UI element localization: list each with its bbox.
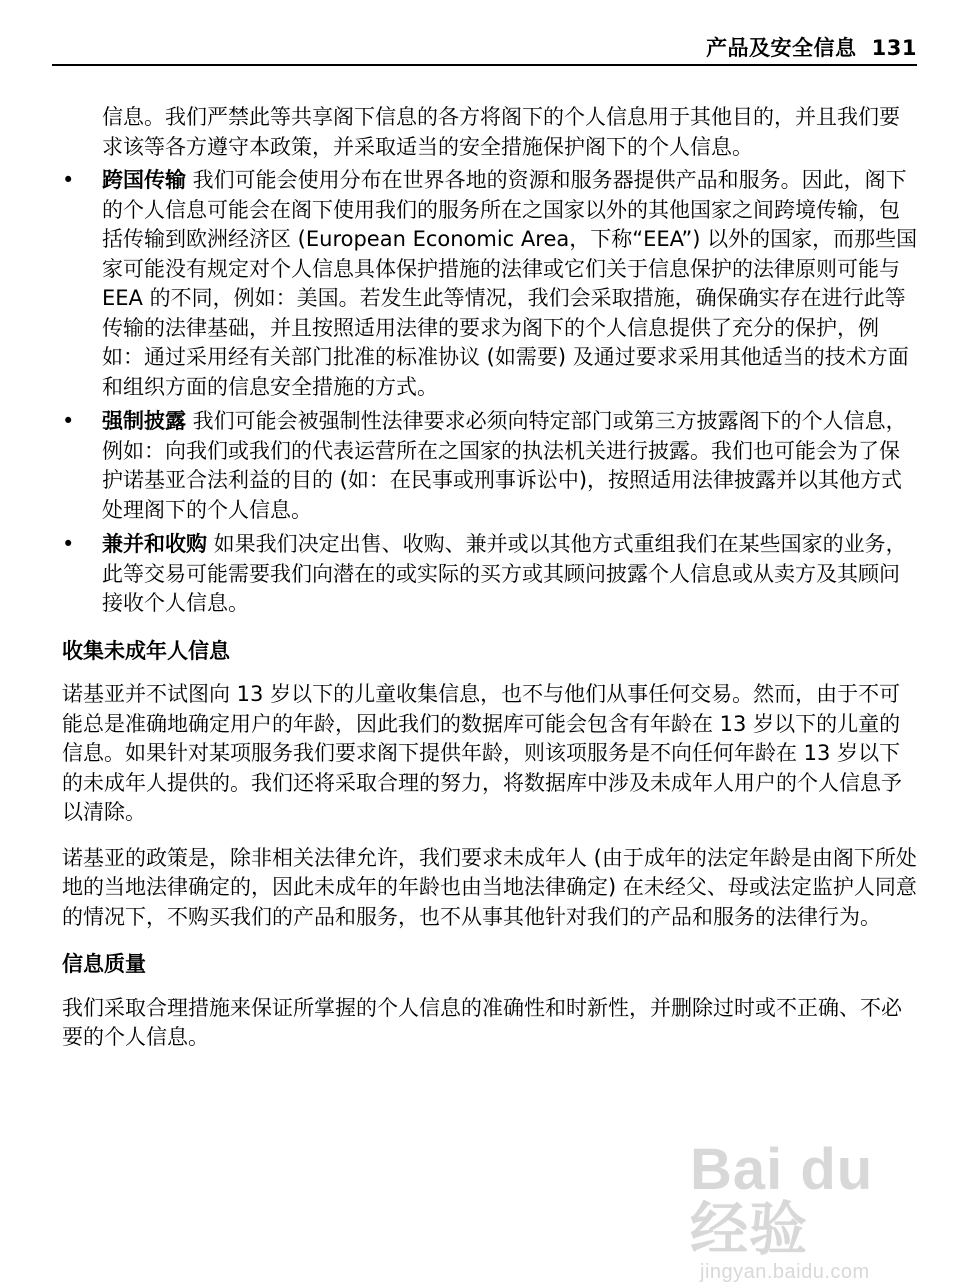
baidu-watermark xyxy=(690,1137,930,1283)
bullet-text: 如果我们决定出售、收购、兼并或以其他方式重组我们在某些国家的业务，此等交易可能需要我们向潜在的或实际的买方或其顾问披露个人信息或从卖方及其顾问接收个人信息。 xyxy=(102,532,907,615)
bullet-term: 跨国传输 xyxy=(102,168,186,192)
watermark-logo: Bai du 经验 xyxy=(690,1137,874,1262)
bullet-marker: • xyxy=(62,532,75,556)
bullet-term: 强制披露 xyxy=(102,409,186,433)
bullet-item-cross-border-transfer xyxy=(62,166,920,402)
bullet-text: 我们可能会使用分布在世界各地的资源和服务器提供产品和服务。因此，阁下的个人信息可能会在阁下使用我们的服务所在之国家以外的其他国家之间跨境传输，包括传输到欧洲经济区 (European Economic Area，下称“EEA”) 以外的国家，而那些国家可能没有规定对个人信息具体保护措施的法律或它们关于信息保护的法律原则可能与 EEA 的不同，例如：美国。若发生此等情况，我们会采取措施，确保确实存在进行此等传输的法律基础，并且按照适用法律的要求为阁下的个人信息提供了充分的保护，例如：通过采用经有关部门批准的标准协议 (如需要) 及通过要求采用其他适当的技术方面和组织方面的信息安全措施的方式。 xyxy=(102,168,918,399)
bullet-marker: • xyxy=(62,409,75,433)
bullet-list xyxy=(62,166,920,619)
section-heading-information-quality: 信息质量 xyxy=(62,952,146,976)
bullet-item-mergers-acquisitions xyxy=(62,530,920,619)
bullet-term: 兼并和收购 xyxy=(102,532,207,556)
section-paragraph: 诺基亚并不试图向 13 岁以下的儿童收集信息，也不与他们从事任何交易。然而，由于不可能总是准确地确定用户的年龄，因此我们的数据库可能会包含有年龄在 13 岁以下的儿童的信息。如果针对某项服务我们要求阁下提供年龄，则该项服务是不向任何年龄在 13 岁以下的未成年人提供的。我们还将采取合理的努力，将数据库中涉及未成年人用户的个人信息予以清除。 xyxy=(62,682,902,824)
bullet-marker: • xyxy=(62,168,75,192)
watermark-url: jingyan.baidu.com xyxy=(700,1261,870,1283)
document-body xyxy=(62,103,920,1069)
continued-paragraph: 信息。我们严禁此等共享阁下信息的各方将阁下的个人信息用于其他目的，并且我们要求该等各方遵守本政策，并采取适当的安全措施保护阁下的个人信息。 xyxy=(102,105,900,159)
header-title: 产品及安全信息 xyxy=(706,36,857,60)
bullet-item-mandatory-disclosure xyxy=(62,407,920,525)
section-paragraph: 诺基亚的政策是，除非相关法律允许，我们要求未成年人 (由于成年的法定年龄是由阁下所处地的当地法律确定的，因此未成年的年龄也由当地法律确定) 在未经父、母或法定监护人同意的情况下，不购买我们的产品和服务，也不从事其他针对我们的产品和服务的法律行为。 xyxy=(62,845,917,929)
header-page-number: 131 xyxy=(871,36,917,60)
section-heading-minors: 收集未成年人信息 xyxy=(62,638,230,663)
section-paragraph: 我们采取合理措施来保证所掌握的个人信息的准确性和时新性，并删除过时或不正确、不必要的个人信息。 xyxy=(62,995,902,1049)
bullet-text: 我们可能会被强制性法律要求必须向特定部门或第三方披露阁下的个人信息，例如：向我们或我们的代表运营所在之国家的执法机关进行披露。我们也可能会为了保护诺基亚合法利益的目的 (如：在民事或刑事诉讼中)，按照适用法律披露并以其他方式处理阁下的个人信息。 xyxy=(102,409,907,522)
page-header xyxy=(52,34,917,66)
